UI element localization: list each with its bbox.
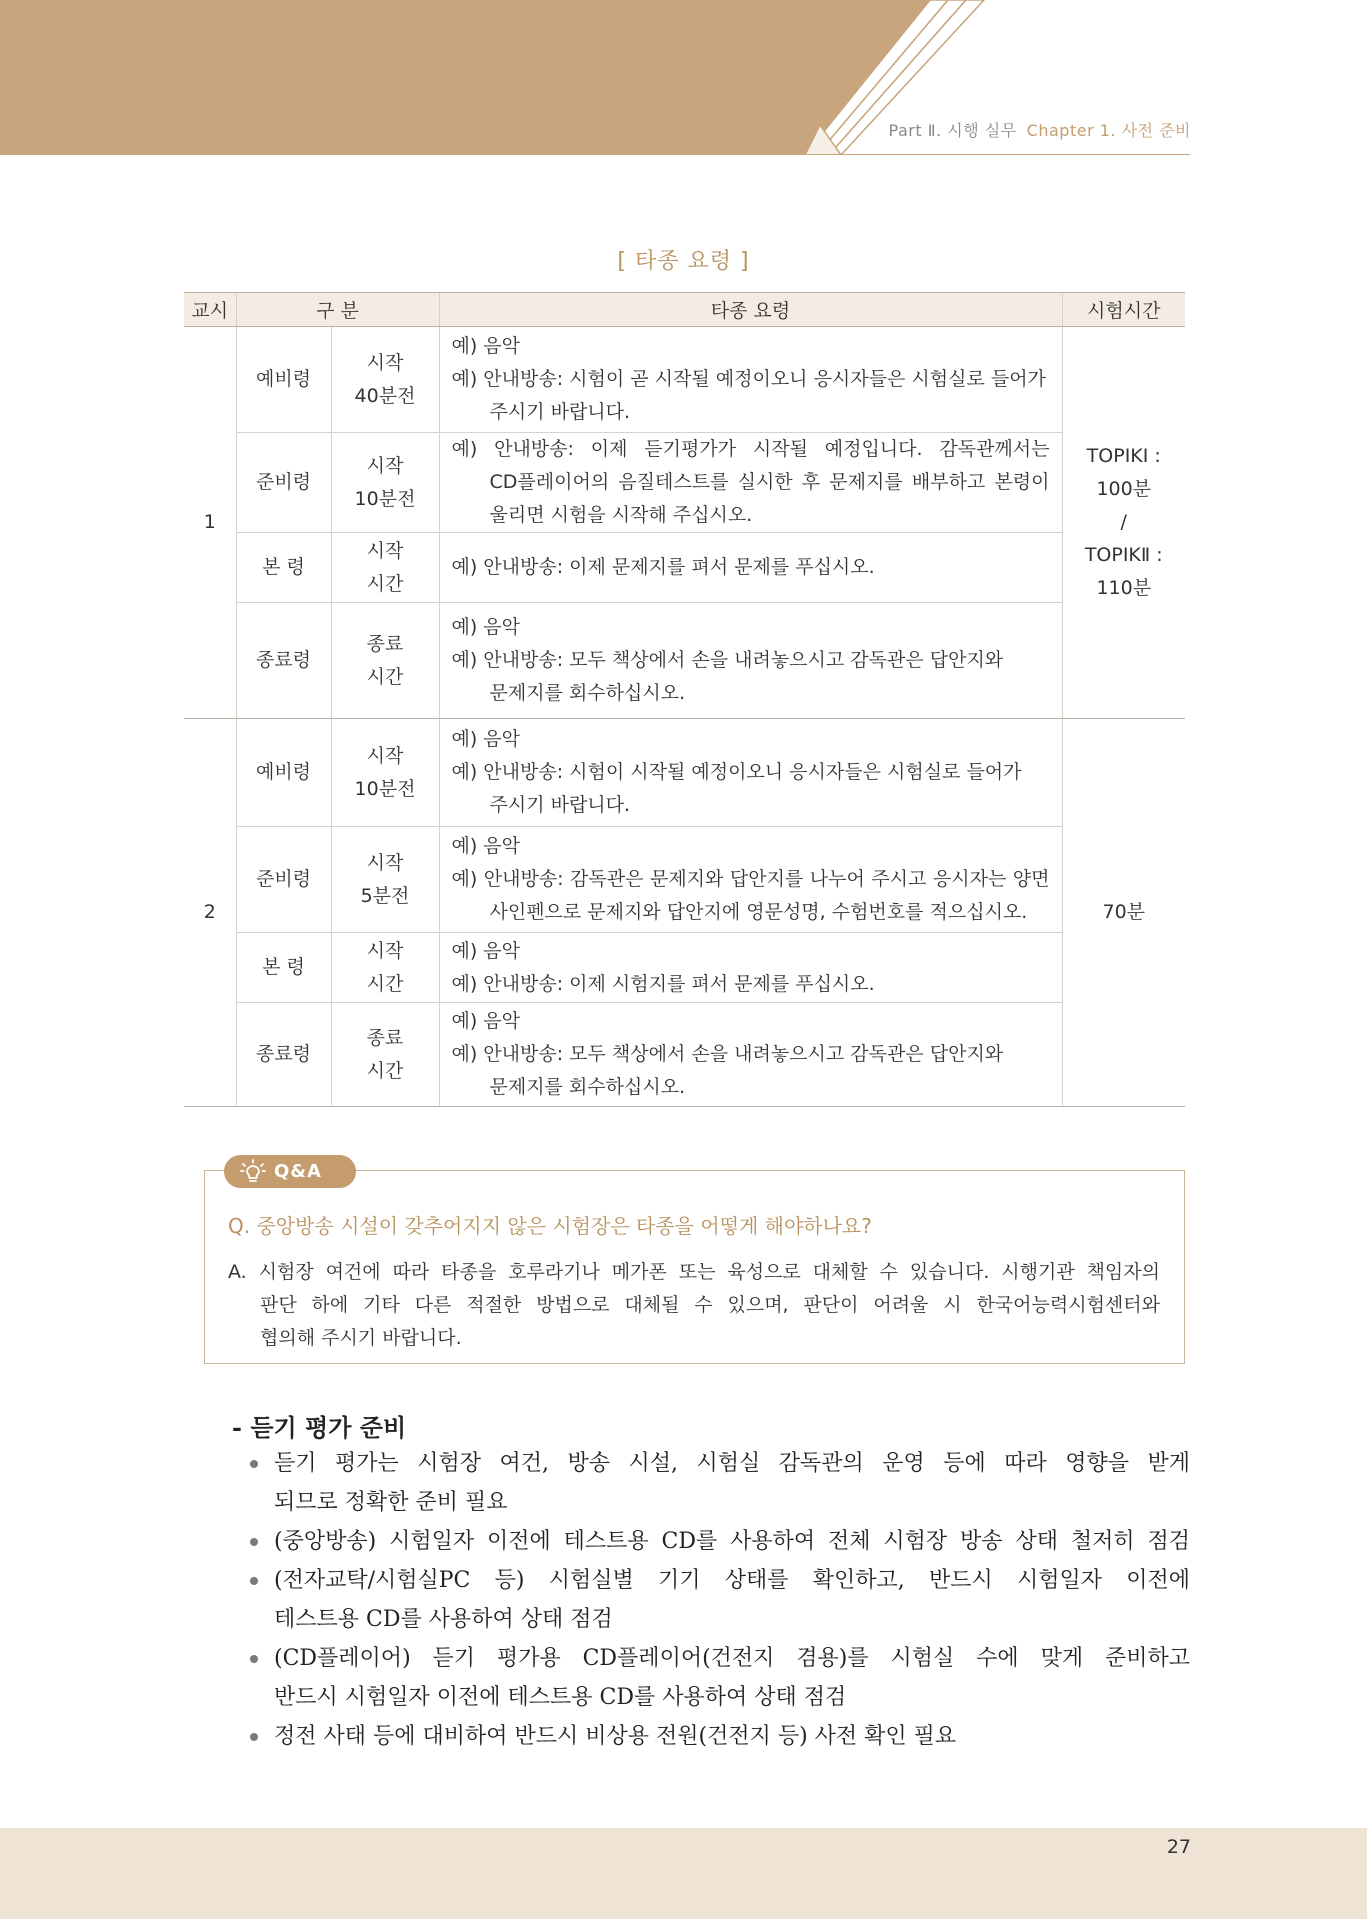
header-procedure: 타종 요령 (439, 293, 1062, 327)
bell-type: 준비령 (236, 433, 331, 533)
bell-type: 예비령 (236, 719, 331, 827)
bell-timing: 시작 10분전 (331, 719, 439, 827)
bullet-list (248, 1444, 1190, 1756)
bell-type: 예비령 (236, 327, 331, 433)
table-row (184, 933, 1185, 1003)
bell-timing: 시작 시간 (331, 933, 439, 1003)
list-item: (전자교탁/시험실PC 등) 시험실별 기기 상태를 확인하고, 반드시 시험일자 이전에 테스트용 CD를 사용하여 상태 점검 (248, 1561, 1190, 1639)
header-test-time: 시험시간 (1062, 293, 1185, 327)
qa-question: Q. 중앙방송 시설이 갖추어지지 않은 시험장은 타종을 어떻게 해야하나요? (228, 1214, 872, 1238)
bell-type: 종료령 (236, 603, 331, 719)
bell-type: 본 령 (236, 933, 331, 1003)
bell-procedure: 예) 음악 예) 안내방송: 감독관은 문제지와 답안지를 나누어 주시고 응시자는 양면 사인펜으로 문제지와 답안지에 영문성명, 수험번호를 적으십시오. (439, 827, 1062, 933)
bell-type: 종료령 (236, 1003, 331, 1107)
list-item: (CD플레이어) 듣기 평가용 CD플레이어(건전지 겸용)를 시험실 수에 맞게 준비하고 반드시 시험일자 이전에 테스트용 CD를 사용하여 상태 점검 (248, 1639, 1190, 1717)
table-row (184, 1003, 1185, 1107)
qa-tag-label: Q&A (274, 1161, 322, 1182)
footer-band (0, 1828, 1367, 1919)
bell-type: 준비령 (236, 827, 331, 933)
header-category: 구 분 (236, 293, 439, 327)
section-title: - 듣기 평가 준비 (232, 1413, 407, 1442)
bell-timing: 시작 10분전 (331, 433, 439, 533)
bell-procedure: 예) 음악 예) 안내방송: 모두 책상에서 손을 내려놓으시고 감독관은 답안지와 문제지를 회수하십시오. (439, 603, 1062, 719)
table-row (184, 433, 1185, 533)
list-item: (중앙방송) 시험일자 이전에 테스트용 CD를 사용하여 전체 시험장 방송 상태 철저히 점검 (248, 1522, 1190, 1561)
table-title: [ 타종 요령 ] (617, 249, 750, 274)
bell-timing: 종료 시간 (331, 1003, 439, 1107)
period-cell: 1 (184, 327, 236, 719)
bell-type: 본 령 (236, 533, 331, 603)
bell-timing: 시작 40분전 (331, 327, 439, 433)
bell-timing: 시작 시간 (331, 533, 439, 603)
lightbulb-icon (240, 1159, 266, 1185)
table-row (184, 603, 1185, 719)
running-header (889, 118, 1191, 141)
header-period: 교시 (184, 293, 236, 327)
test-time-cell: TOPIKⅠ : 100분 / TOPIKⅡ : 110분 (1062, 327, 1185, 719)
bell-procedure: 예) 음악 예) 안내방송: 이제 시험지를 펴서 문제를 푸십시오. (439, 933, 1062, 1003)
bell-procedure: 예) 음악 예) 안내방송: 모두 책상에서 손을 내려놓으시고 감독관은 답안지와 문제지를 회수하십시오. (439, 1003, 1062, 1107)
header-part: Part Ⅱ. 시행 실무 (888, 121, 1017, 140)
table-header-row (184, 293, 1185, 327)
bell-procedure: 예) 안내방송: 이제 문제지를 펴서 문제를 푸십시오. (439, 533, 1062, 603)
qa-answer: A. 시험장 여건에 따라 타종을 호루라기나 메가폰 또는 육성으로 대체할 수 있습니다. 시행기관 책임자의 판단 하에 기타 다른 적절한 방법으로 대체될 수 있으며, 판단이 어려울 시 한국어능력시험센터와 협의해 주시기 바랍니다. (228, 1261, 1160, 1349)
page-number: 27 (1166, 1836, 1191, 1858)
table-row (184, 827, 1185, 933)
bell-procedure: 예) 안내방송: 이제 듣기평가가 시작될 예정입니다. 감독관께서는 CD플레이어의 음질테스트를 실시한 후 문제지를 배부하고 본령이 울리면 시험을 시작해 주십시오. (439, 433, 1062, 533)
list-item: 듣기 평가는 시험장 여건, 방송 시설, 시험실 감독관의 운영 등에 따라 영향을 받게 되므로 정확한 준비 필요 (248, 1444, 1190, 1522)
list-item: 정전 사태 등에 대비하여 반드시 비상용 전원(건전지 등) 사전 확인 필요 (248, 1717, 1190, 1756)
header-chapter: Chapter 1. 사전 준비 (1026, 121, 1191, 140)
test-time-cell: 70분 (1062, 719, 1185, 1107)
bell-timing: 종료 시간 (331, 603, 439, 719)
bell-timing: 시작 5분전 (331, 827, 439, 933)
table-row (184, 327, 1185, 433)
bell-procedure-table (184, 292, 1185, 1107)
table-row (184, 719, 1185, 827)
qa-tag (224, 1155, 356, 1188)
bell-procedure: 예) 음악 예) 안내방송: 시험이 시작될 예정이오니 응시자들은 시험실로 들어가 주시기 바랍니다. (439, 719, 1062, 827)
bell-procedure: 예) 음악 예) 안내방송: 시험이 곧 시작될 예정이오니 응시자들은 시험실로 들어가 주시기 바랍니다. (439, 327, 1062, 433)
period-cell: 2 (184, 719, 236, 1107)
table-row (184, 533, 1185, 603)
